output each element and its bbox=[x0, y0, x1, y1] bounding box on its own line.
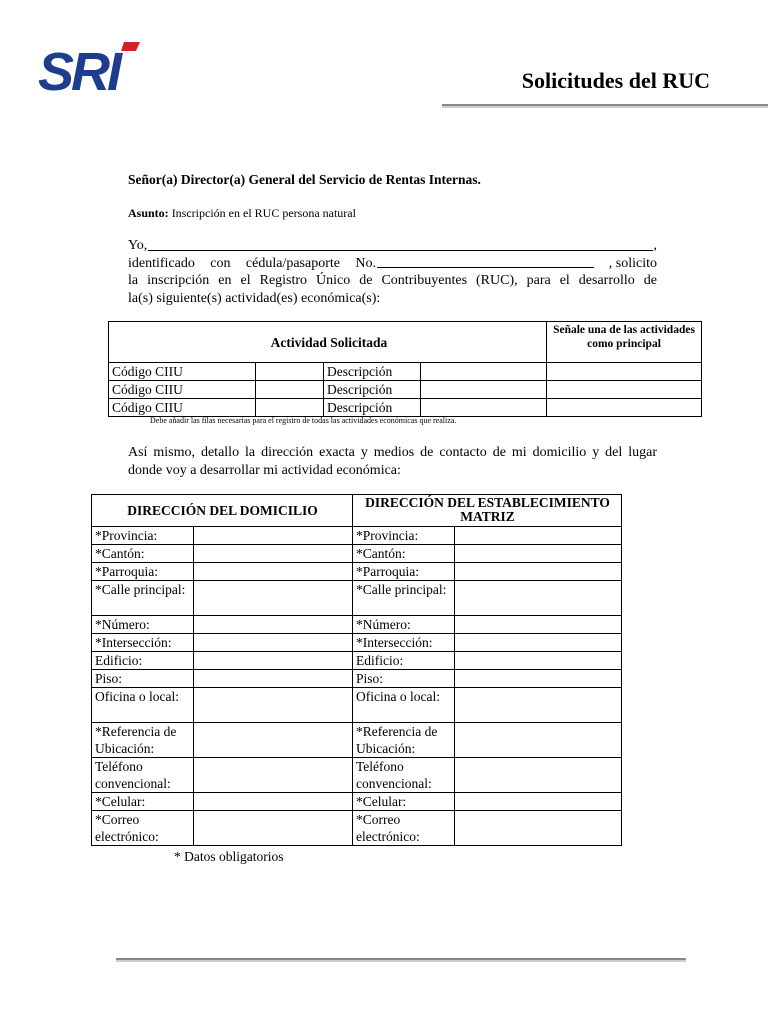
business-field-input[interactable] bbox=[455, 793, 622, 811]
activity-row bbox=[109, 381, 702, 399]
home-field-label: *Parroquia: bbox=[92, 563, 194, 581]
business-field-input[interactable] bbox=[455, 670, 622, 688]
activity-row bbox=[109, 363, 702, 381]
address-row bbox=[92, 811, 622, 846]
home-field-input[interactable] bbox=[194, 793, 353, 811]
asunto-text: Inscripción en el RUC persona natural bbox=[171, 206, 356, 220]
business-field-label: Edificio: bbox=[353, 652, 455, 670]
ciiu-input[interactable] bbox=[256, 363, 324, 381]
salutation: Señor(a) Director(a) General del Servicio de Rentas Internas. bbox=[128, 172, 481, 187]
activity-note: Debe añadir las filas necesarias para el registro de todas las actividades económicas que realiza. bbox=[150, 416, 457, 425]
id-label: identificado con cédula/pasaporte No. bbox=[128, 255, 376, 271]
address-row bbox=[92, 634, 622, 652]
address-row bbox=[92, 581, 622, 616]
logo-accent-mark bbox=[121, 42, 140, 51]
business-field-input[interactable] bbox=[455, 723, 622, 758]
id-line bbox=[128, 255, 657, 273]
principal-header: Señale una de las actividades como principal bbox=[547, 322, 702, 363]
home-field-label: *Provincia: bbox=[92, 527, 194, 545]
ciiu-label: Código CIIU bbox=[109, 399, 256, 417]
principal-check[interactable] bbox=[547, 399, 702, 417]
business-field-label: *Intersección: bbox=[353, 634, 455, 652]
home-field-label: Edificio: bbox=[92, 652, 194, 670]
business-field-input[interactable] bbox=[455, 758, 622, 793]
business-field-label: *Cantón: bbox=[353, 545, 455, 563]
business-field-label: *Número: bbox=[353, 616, 455, 634]
home-field-input[interactable] bbox=[194, 811, 353, 846]
home-field-input[interactable] bbox=[194, 616, 353, 634]
footer-divider bbox=[116, 958, 686, 962]
business-field-label: Teléfono convencional: bbox=[353, 758, 455, 793]
business-address-header: DIRECCIÓN DEL ESTABLECIMIENTO MATRIZ bbox=[353, 495, 622, 527]
address-row bbox=[92, 527, 622, 545]
business-field-input[interactable] bbox=[455, 652, 622, 670]
home-field-input[interactable] bbox=[194, 545, 353, 563]
address-row bbox=[92, 758, 622, 793]
home-address-header: DIRECCIÓN DEL DOMICILIO bbox=[92, 495, 353, 527]
home-field-input[interactable] bbox=[194, 581, 353, 616]
address-table bbox=[91, 494, 622, 846]
mandatory-note: * Datos obligatorios bbox=[174, 849, 284, 864]
home-field-input[interactable] bbox=[194, 670, 353, 688]
home-field-input[interactable] bbox=[194, 688, 353, 723]
address-row bbox=[92, 688, 622, 723]
request-line-3: la inscripción en el Registro Único de Contribuyentes (RUC), para el desarrollo de bbox=[128, 273, 657, 288]
address-row bbox=[92, 652, 622, 670]
business-field-label: *Celular: bbox=[353, 793, 455, 811]
asunto-line bbox=[128, 206, 356, 221]
home-field-label: Teléfono convencional: bbox=[92, 758, 194, 793]
home-field-label: *Intersección: bbox=[92, 634, 194, 652]
home-field-input[interactable] bbox=[194, 758, 353, 793]
description-label: Descripción bbox=[324, 363, 421, 381]
address-row bbox=[92, 670, 622, 688]
address-row bbox=[92, 793, 622, 811]
description-label: Descripción bbox=[324, 381, 421, 399]
address-intro: Así mismo, detallo la dirección exacta y medios de contacto de mi domicilio y del lugar donde voy a desarrollar mi actividad económica: bbox=[128, 445, 657, 478]
activity-table bbox=[108, 321, 702, 417]
business-field-input[interactable] bbox=[455, 688, 622, 723]
principal-check[interactable] bbox=[547, 363, 702, 381]
description-input[interactable] bbox=[421, 381, 547, 399]
request-paragraph bbox=[128, 237, 657, 307]
ciiu-label: Código CIIU bbox=[109, 363, 256, 381]
ciiu-label: Código CIIU bbox=[109, 381, 256, 399]
name-line: Yo, , bbox=[128, 238, 657, 253]
home-field-label: *Calle principal: bbox=[92, 581, 194, 616]
home-field-input[interactable] bbox=[194, 723, 353, 758]
address-row bbox=[92, 723, 622, 758]
name-blank[interactable] bbox=[148, 237, 652, 251]
home-field-label: *Cantón: bbox=[92, 545, 194, 563]
business-field-input[interactable] bbox=[455, 581, 622, 616]
description-input[interactable] bbox=[421, 399, 547, 417]
activity-row bbox=[109, 399, 702, 417]
business-field-input[interactable] bbox=[455, 616, 622, 634]
business-field-label: *Calle principal: bbox=[353, 581, 455, 616]
page-title: Solicitudes del RUC bbox=[521, 68, 710, 93]
business-field-input[interactable] bbox=[455, 563, 622, 581]
home-field-input[interactable] bbox=[194, 634, 353, 652]
request-line-4: la(s) siguiente(s) actividad(es) económica(s): bbox=[128, 290, 381, 306]
business-field-label: *Parroquia: bbox=[353, 563, 455, 581]
ciiu-input[interactable] bbox=[256, 381, 324, 399]
header-divider bbox=[442, 104, 768, 108]
home-field-label: *Correo electrónico: bbox=[92, 811, 194, 846]
business-field-label: *Referencia de Ubicación: bbox=[353, 723, 455, 758]
activity-header: Actividad Solicitada bbox=[109, 322, 547, 363]
business-field-input[interactable] bbox=[455, 634, 622, 652]
address-row bbox=[92, 616, 622, 634]
business-field-label: Piso: bbox=[353, 670, 455, 688]
home-field-label: *Número: bbox=[92, 616, 194, 634]
logo-text: SRI bbox=[38, 42, 120, 94]
business-field-input[interactable] bbox=[455, 811, 622, 846]
home-field-input[interactable] bbox=[194, 652, 353, 670]
description-input[interactable] bbox=[421, 363, 547, 381]
home-field-input[interactable] bbox=[194, 527, 353, 545]
id-end: , solicito bbox=[608, 255, 657, 271]
yo-label: Yo, bbox=[128, 238, 148, 253]
business-field-label: Oficina o local: bbox=[353, 688, 455, 723]
home-field-input[interactable] bbox=[194, 563, 353, 581]
home-field-label: Oficina o local: bbox=[92, 688, 194, 723]
description-label: Descripción bbox=[324, 399, 421, 417]
address-row bbox=[92, 545, 622, 563]
business-field-input[interactable] bbox=[455, 527, 622, 545]
business-field-input[interactable] bbox=[455, 545, 622, 563]
asunto-label: Asunto: bbox=[128, 206, 169, 220]
home-field-label: *Celular: bbox=[92, 793, 194, 811]
id-number-blank[interactable] bbox=[377, 255, 594, 269]
sri-logo bbox=[36, 40, 142, 94]
business-field-label: *Correo electrónico: bbox=[353, 811, 455, 846]
business-field-label: *Provincia: bbox=[353, 527, 455, 545]
home-field-label: *Referencia de Ubicación: bbox=[92, 723, 194, 758]
ciiu-input[interactable] bbox=[256, 399, 324, 417]
address-row bbox=[92, 563, 622, 581]
home-field-label: Piso: bbox=[92, 670, 194, 688]
principal-check[interactable] bbox=[547, 381, 702, 399]
